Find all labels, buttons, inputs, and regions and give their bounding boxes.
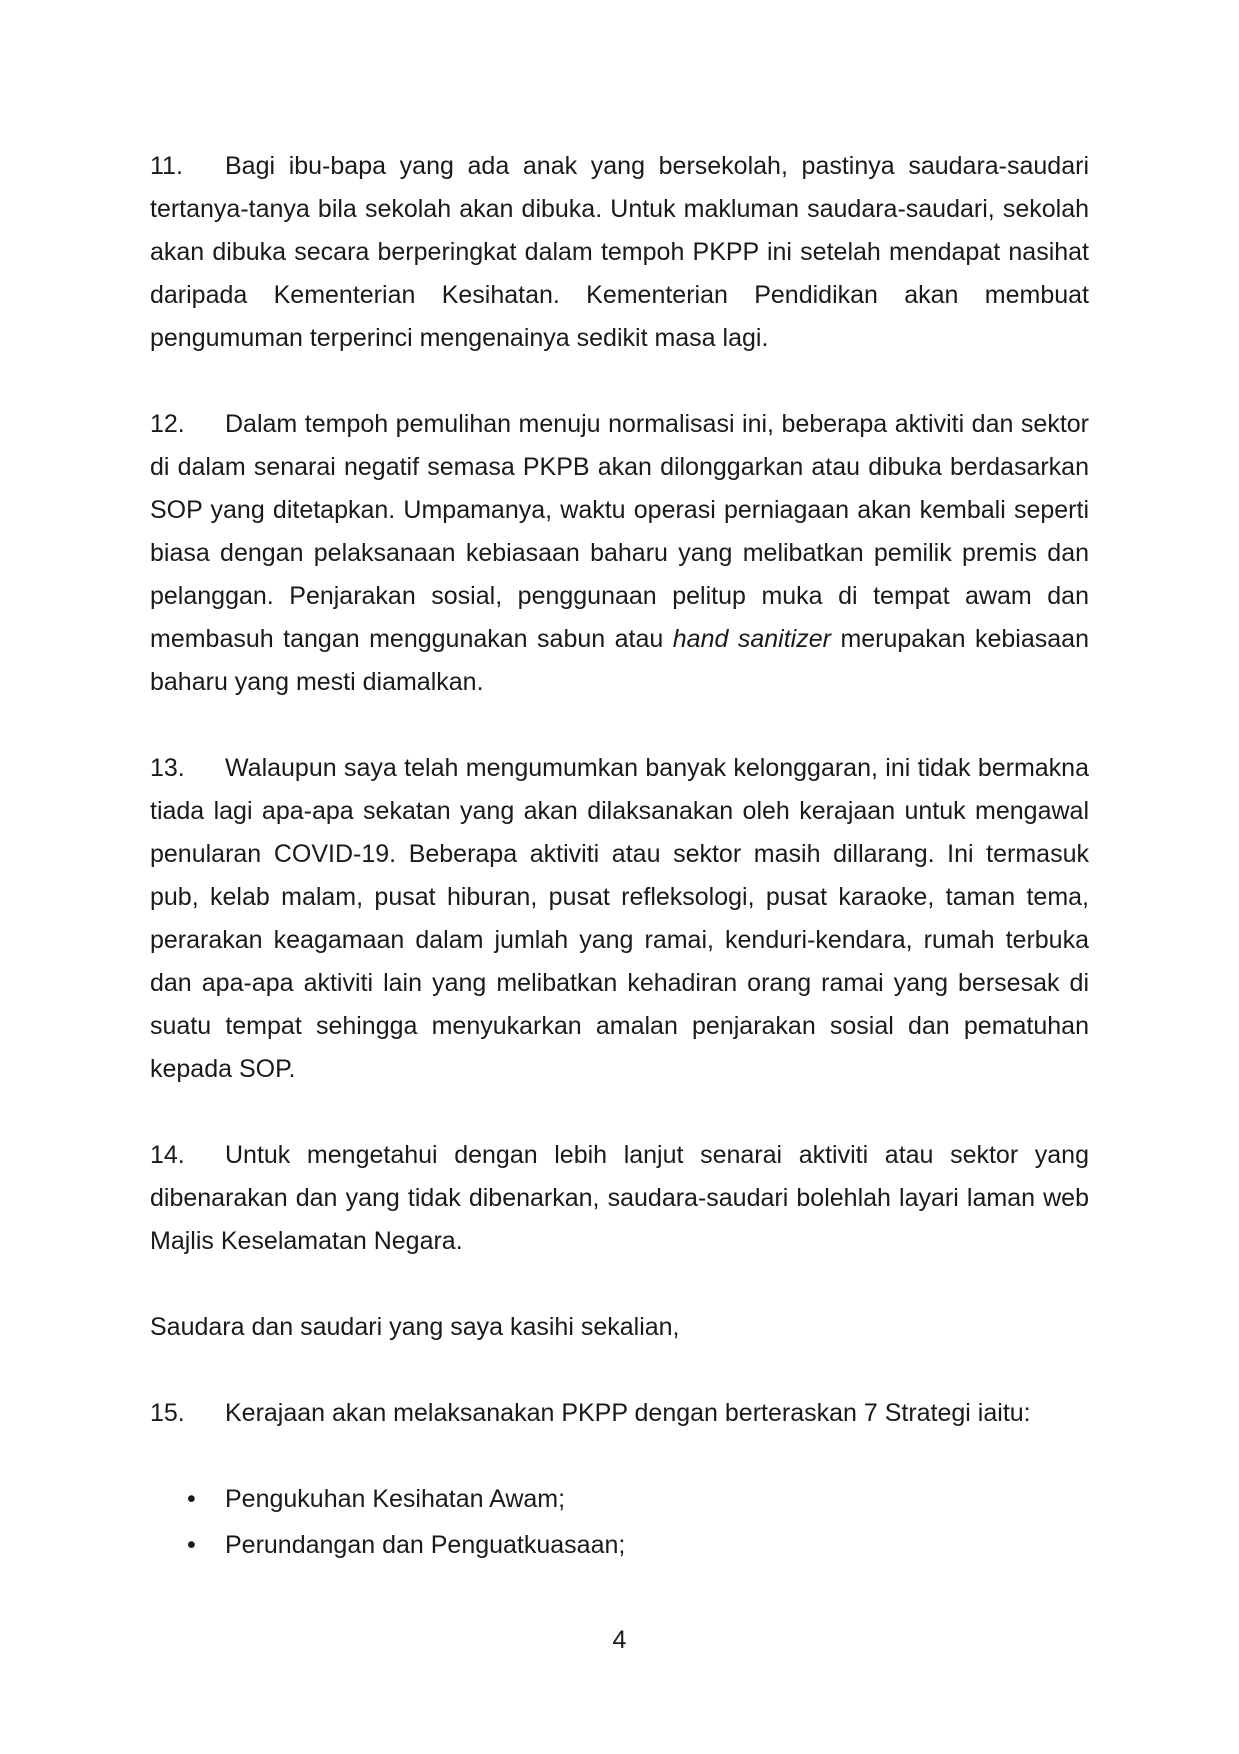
paragraph-11-number: 11. [150, 152, 183, 180]
paragraph-14-text: Untuk mengetahui dengan lebih lanjut senarai aktiviti atau sektor yang dibenarakan dan yang tidak dibenarkan, saudara-saudari bolehlah layari laman web Majlis Keselamatan Negara. [150, 1141, 1089, 1255]
paragraph-12-italic-term: hand sanitizer [672, 625, 831, 653]
strategy-bullet-list [150, 1478, 1089, 1567]
page-number: 4 [612, 1626, 627, 1654]
paragraph-13-text: Walaupun saya telah mengumumkan banyak kelonggaran, ini tidak bermakna tiada lagi apa-apa sekatan yang akan dilaksanakan oleh kerajaan untuk mengawal penularan COVID-19. Beberapa aktiviti atau sektor masih dillarang. Ini termasuk pub, kelab malam, pusat hiburan, pusat refleksologi, pusat karaoke, taman tema, perarakan keagamaan dalam jumlah yang ramai, kenduri-kendara, rumah terbuka dan apa-apa aktiviti lain yang melibatkan kehadiran orang ramai yang bersesak di suatu tempat sehingga menyukarkan amalan penjarakan sosial dan pematuhan kepada SOP. [150, 754, 1089, 1083]
paragraph-12-number: 12. [150, 410, 185, 438]
paragraph-12-text-before-italic: Dalam tempoh pemulihan menuju normalisasi ini, beberapa aktiviti dan sektor di dalam senarai negatif semasa PKPB akan dilonggarkan atau dibuka berdasarkan SOP yang ditetapkan. Umpamanya, waktu operasi perniagaan akan kembali seperti biasa dengan pelaksanaan kebiasaan baharu yang melibatkan pemilik premis dan pelanggan. Penjarakan sosial, penggunaan pelitup muka di tempat awam dan membasuh tangan menggunakan sabun atau [150, 410, 1089, 653]
paragraph-12 [150, 403, 1089, 704]
paragraph-15 [150, 1392, 1089, 1435]
paragraph-15-number: 15. [150, 1399, 185, 1427]
bullet-item-2-label: Perundangan dan Penguatkuasaan; [225, 1531, 626, 1559]
salutation-line: Saudara dan saudari yang saya kasihi sekalian, [150, 1313, 680, 1341]
bullet-item-1 [150, 1478, 1089, 1521]
paragraph-12-text-after-italic: merupakan kebiasaan baharu yang mesti diamalkan. [150, 625, 1089, 696]
paragraph-11-text: Bagi ibu-bapa yang ada anak yang bersekolah, pastinya saudara-saudari tertanya-tanya bila sekolah akan dibuka. Untuk makluman saudara-saudari, sekolah akan dibuka secara berperingkat dalam tempoh PKPP ini setelah mendapat nasihat daripada Kementerian Kesihatan. Kementerian Pendidikan akan membuat pengumuman terperinci mengenainya sedikit masa lagi. [150, 152, 1089, 352]
paragraph-15-text: Kerajaan akan melaksanakan PKPP dengan berteraskan 7 Strategi iaitu: [225, 1399, 1031, 1427]
document-body [150, 145, 1089, 1570]
paragraph-14 [150, 1134, 1089, 1263]
bullet-icon: • [187, 1531, 196, 1559]
bullet-item-2 [150, 1524, 1089, 1567]
paragraph-13 [150, 747, 1089, 1091]
paragraph-13-number: 13. [150, 754, 185, 782]
bullet-item-1-label: Pengukuhan Kesihatan Awam; [225, 1485, 566, 1513]
paragraph-14-number: 14. [150, 1141, 185, 1169]
paragraph-11 [150, 145, 1089, 360]
bullet-icon: • [187, 1485, 196, 1513]
